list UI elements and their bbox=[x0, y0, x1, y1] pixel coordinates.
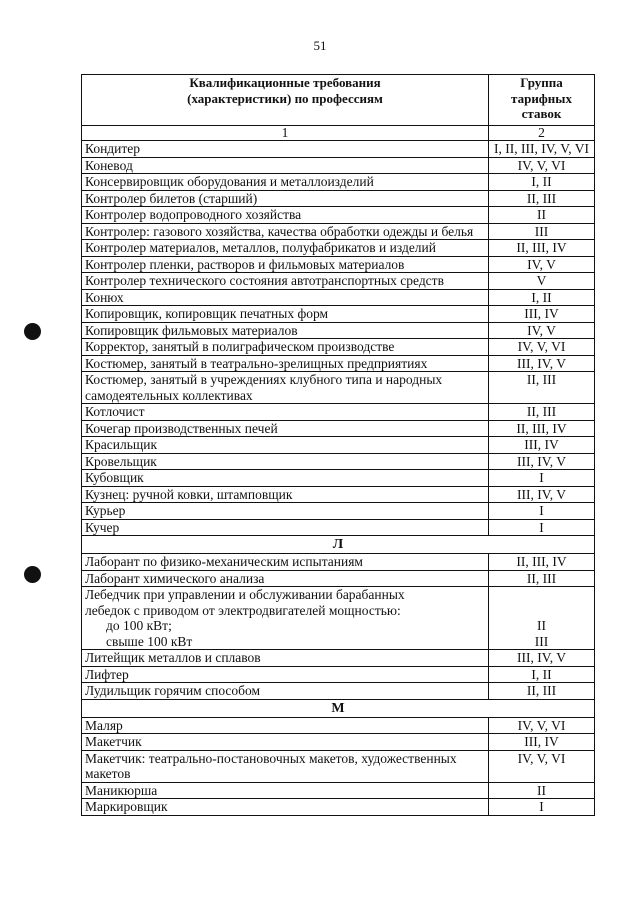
tariff-group: III, IV bbox=[489, 734, 595, 751]
table-row bbox=[82, 157, 595, 174]
tariff-group: IV, V, VI bbox=[489, 157, 595, 174]
tariff-group: II, III, IV bbox=[489, 420, 595, 437]
tariff-group: I bbox=[489, 503, 595, 520]
table-row bbox=[82, 782, 595, 799]
tariff-group: II, III bbox=[489, 683, 595, 700]
lebedchik-group2: III bbox=[534, 633, 549, 649]
table-row bbox=[82, 554, 595, 571]
tariff-group: II, III bbox=[489, 190, 595, 207]
profession-name: Красильщик bbox=[82, 437, 489, 454]
profession-name: Курьер bbox=[82, 503, 489, 520]
table-row bbox=[82, 470, 595, 487]
tariff-group: I, II bbox=[489, 666, 595, 683]
table-row bbox=[82, 420, 595, 437]
profession-name: Кузнец: ручной ковки, штамповщик bbox=[82, 486, 489, 503]
table-row bbox=[82, 141, 595, 158]
profession-name: Контролер водопроводного хозяйства bbox=[82, 207, 489, 224]
tariff-group: II bbox=[489, 782, 595, 799]
profession-name: Лифтер bbox=[82, 666, 489, 683]
spacer bbox=[492, 603, 591, 619]
lebedchik-sub2: свыше 100 кВт bbox=[106, 633, 193, 649]
lebedchik-line1: Лебедчик при управлении и обслуживании барабанных bbox=[85, 587, 405, 602]
profession-name: Котлочист bbox=[82, 404, 489, 421]
profession-name: Костюмер, занятый в театрально-зрелищных предприятиях bbox=[82, 355, 489, 372]
header-tariff-groups bbox=[489, 75, 595, 126]
lebedchik-line2: лебедок с приводом от электродвигателей мощностью: bbox=[85, 602, 401, 618]
table-row bbox=[82, 355, 595, 372]
table-row bbox=[82, 256, 595, 273]
table-row bbox=[82, 174, 595, 191]
page-number: 51 bbox=[313, 38, 327, 53]
header-professions-line1: Квалификационные требования bbox=[189, 75, 381, 90]
header-groups-line3: ставок bbox=[521, 106, 562, 121]
profession-name: Лаборант по физико-механическим испытаниям bbox=[82, 554, 489, 571]
table-header-row bbox=[82, 75, 595, 126]
section-l-lebedchik bbox=[82, 587, 595, 650]
table-row bbox=[82, 570, 595, 587]
tariff-group: II, III bbox=[489, 372, 595, 404]
tariff-group: I bbox=[489, 470, 595, 487]
table-row bbox=[82, 683, 595, 700]
tariff-group: III bbox=[489, 223, 595, 240]
table-row bbox=[82, 372, 595, 404]
table-row bbox=[82, 437, 595, 454]
tariff-group: I bbox=[489, 799, 595, 816]
letter-row bbox=[82, 699, 595, 717]
tariff-group: V bbox=[489, 273, 595, 290]
letter-row bbox=[82, 536, 595, 554]
lebedchik-group1: II bbox=[537, 618, 546, 633]
tariff-group: IV, V, VI bbox=[489, 717, 595, 734]
tariff-group: I, II bbox=[489, 174, 595, 191]
profession-name: Лудильщик горячим способом bbox=[82, 683, 489, 700]
section-l-heading bbox=[82, 536, 595, 554]
table-row bbox=[82, 666, 595, 683]
table-row bbox=[82, 453, 595, 470]
requirements-table bbox=[81, 74, 595, 816]
profession-name: Маркировщик bbox=[82, 799, 489, 816]
column-number-2: 2 bbox=[489, 126, 595, 141]
tariff-group: I, II bbox=[489, 289, 595, 306]
profession-name: Кучер bbox=[82, 519, 489, 536]
profession-name: Макетчик: театрально-постановочных макетов, художественных макетов bbox=[82, 750, 489, 782]
table-row bbox=[82, 717, 595, 734]
profession-name bbox=[82, 587, 489, 650]
profession-name: Лаборант химического анализа bbox=[82, 570, 489, 587]
spacer bbox=[492, 587, 591, 603]
punch-hole bbox=[24, 323, 41, 340]
profession-name: Кубовщик bbox=[82, 470, 489, 487]
header-professions-line2: (характеристики) по профессиям bbox=[187, 90, 383, 106]
tariff-group: IV, V, VI bbox=[489, 750, 595, 782]
profession-name: Контролер билетов (старший) bbox=[82, 190, 489, 207]
tariff-group: I, II, III, IV, V, VI bbox=[489, 141, 595, 158]
profession-name: Контролер пленки, растворов и фильмовых материалов bbox=[82, 256, 489, 273]
profession-name: Консервировщик оборудования и металлоизделий bbox=[82, 174, 489, 191]
section-m bbox=[82, 717, 595, 815]
profession-name: Корректор, занятый в полиграфическом производстве bbox=[82, 339, 489, 356]
profession-name: Литейщик металлов и сплавов bbox=[82, 650, 489, 667]
table-row bbox=[82, 799, 595, 816]
table-row bbox=[82, 306, 595, 323]
profession-name: Кочегар производственных печей bbox=[82, 420, 489, 437]
lebedchik-sub1: до 100 кВт; bbox=[106, 618, 172, 633]
column-number-row bbox=[82, 126, 595, 141]
tariff-group: III, IV, V bbox=[489, 453, 595, 470]
column-number-1: 1 bbox=[82, 126, 489, 141]
letter-heading-l: Л bbox=[82, 536, 595, 554]
table-row bbox=[82, 734, 595, 751]
letter-heading-m: М bbox=[82, 699, 595, 717]
table-row bbox=[82, 404, 595, 421]
tariff-group: IV, V bbox=[489, 322, 595, 339]
tariff-group: III, IV, V bbox=[489, 355, 595, 372]
section-l bbox=[82, 554, 595, 587]
profession-name: Контролер технического состояния автотранспортных средств bbox=[82, 273, 489, 290]
table-row bbox=[82, 503, 595, 520]
tariff-group: I bbox=[489, 519, 595, 536]
tariff-group: III, IV bbox=[489, 306, 595, 323]
profession-name: Контролер материалов, металлов, полуфабрикатов и изделий bbox=[82, 240, 489, 257]
profession-name: Контролер: газового хозяйства, качества обработки одежды и белья bbox=[82, 223, 489, 240]
profession-name: Копировщик, копировщик печатных форм bbox=[82, 306, 489, 323]
table-row bbox=[82, 339, 595, 356]
table-row bbox=[82, 289, 595, 306]
header-groups-line2: тарифных bbox=[511, 90, 572, 106]
table-row bbox=[82, 273, 595, 290]
profession-name: Макетчик bbox=[82, 734, 489, 751]
profession-name: Костюмер, занятый в учреждениях клубного типа и народных самодеятельных коллективах bbox=[82, 372, 489, 404]
table-row bbox=[82, 223, 595, 240]
tariff-group: II bbox=[489, 207, 595, 224]
header-professions bbox=[82, 75, 489, 126]
tariff-group: II, III bbox=[489, 404, 595, 421]
tariff-group: III, IV bbox=[489, 437, 595, 454]
header-groups-line1: Группа bbox=[520, 75, 563, 90]
tariff-group bbox=[489, 587, 595, 650]
punch-hole bbox=[24, 566, 41, 583]
profession-name: Маникюрша bbox=[82, 782, 489, 799]
section-m-heading bbox=[82, 699, 595, 717]
tariff-group: II, III, IV bbox=[489, 554, 595, 571]
profession-name: Копировщик фильмовых материалов bbox=[82, 322, 489, 339]
tariff-group: II, III, IV bbox=[489, 240, 595, 257]
table-row bbox=[82, 650, 595, 667]
tariff-group: III, IV, V bbox=[489, 650, 595, 667]
tariff-group: IV, V bbox=[489, 256, 595, 273]
profession-name: Конюх bbox=[82, 289, 489, 306]
table-row bbox=[82, 322, 595, 339]
table-row bbox=[82, 486, 595, 503]
profession-name: Коневод bbox=[82, 157, 489, 174]
section-k bbox=[82, 141, 595, 536]
tariff-group: III, IV, V bbox=[489, 486, 595, 503]
table-row bbox=[82, 207, 595, 224]
section-l-continued bbox=[82, 650, 595, 700]
profession-name: Маляр bbox=[82, 717, 489, 734]
table-row bbox=[82, 587, 595, 650]
table-row bbox=[82, 519, 595, 536]
profession-name: Кровельщик bbox=[82, 453, 489, 470]
table-row bbox=[82, 190, 595, 207]
table-row bbox=[82, 750, 595, 782]
tariff-group: II, III bbox=[489, 570, 595, 587]
tariff-group: IV, V, VI bbox=[489, 339, 595, 356]
table-row bbox=[82, 240, 595, 257]
profession-name: Кондитер bbox=[82, 141, 489, 158]
